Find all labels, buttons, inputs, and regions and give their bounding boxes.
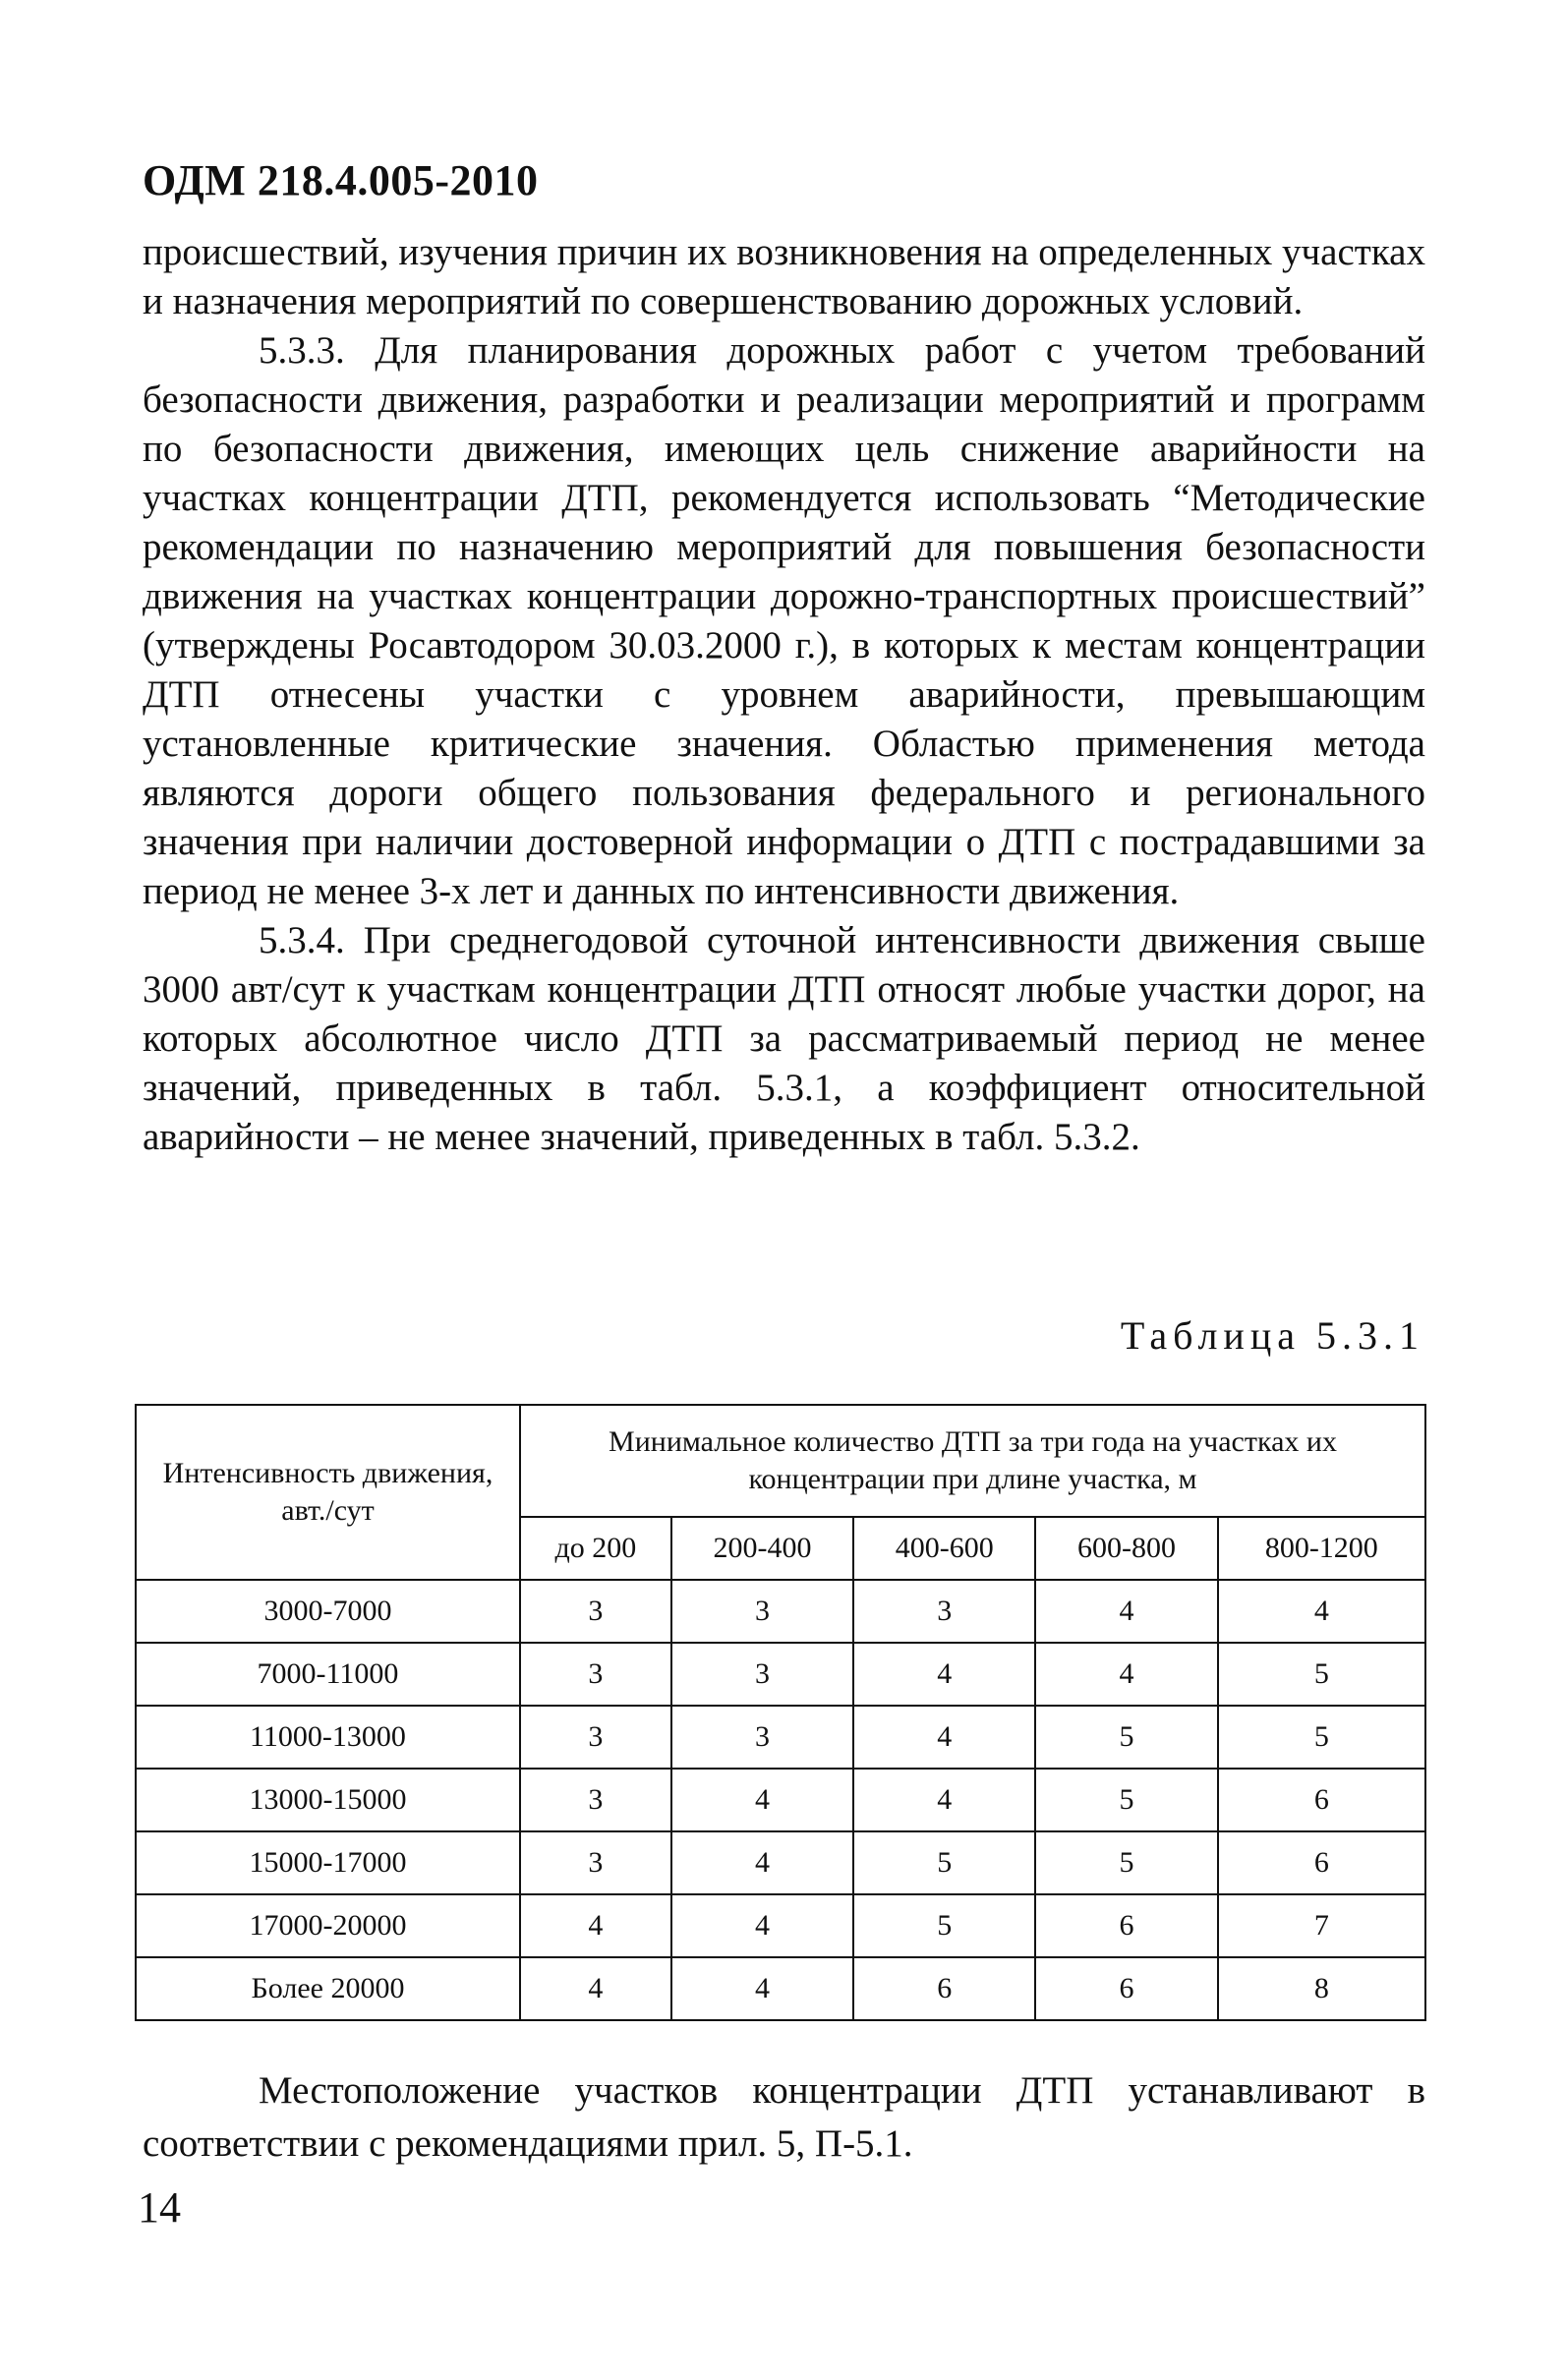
table-cell: 3 (671, 1643, 853, 1706)
row-label: 11000-13000 (136, 1706, 520, 1769)
table-cell: 4 (671, 1894, 853, 1957)
table-cell: 3 (671, 1706, 853, 1769)
table-cell: 4 (520, 1894, 671, 1957)
body-text (143, 228, 1425, 1162)
table-cell: 3 (853, 1580, 1035, 1643)
column-header: 400-600 (853, 1517, 1035, 1580)
column-header: 800-1200 (1218, 1517, 1425, 1580)
table-cell: 4 (1035, 1643, 1217, 1706)
row-label: 7000-11000 (136, 1643, 520, 1706)
paragraph-continuation: происшествий, изучения причин их возникновения на определенных участках и назначения мероприятий по совершенствованию дорожных условий. (143, 231, 1425, 322)
document-code-header: ОДМ 218.4.005-2010 (143, 156, 539, 204)
table-cell: 4 (1035, 1580, 1217, 1643)
table-cell: 6 (1218, 1769, 1425, 1831)
table-cell: 3 (520, 1769, 671, 1831)
paragraph-5-3-3: 5.3.3. Для планирования дорожных работ с учетом требований безопасности движения, разработки и реализации мероприятий и программ по безопасности движения, имеющих цель снижение аварийности на участках концентрации ДТП, рекомендуется использовать “Методические рекомендации по назначению мероприятий для повышения безопасности движения на участках концентрации дорожно-транспортных происшествий” (утверждены Росавтодором 30.03.2000 г.), в которых к местам концентрации ДТП отнесены участки с уровнем аварийности, превышающим установленные критические значения. Областью применения метода являются дороги общего пользования федерального и регионального значения при наличии достоверной информации о ДТП с пострадавшими за период не менее 3-х лет и данных по интенсивности движения. (143, 329, 1425, 912)
table-cell: 3 (671, 1580, 853, 1643)
table-row (136, 1831, 1425, 1894)
table-cell: 8 (1218, 1957, 1425, 2020)
row-label: Более 20000 (136, 1957, 520, 2020)
table-cell: 3 (520, 1643, 671, 1706)
table-row (136, 1957, 1425, 2020)
row-label: 3000-7000 (136, 1580, 520, 1643)
column-header: 200-400 (671, 1517, 853, 1580)
table-cell: 4 (853, 1643, 1035, 1706)
table-cell: 4 (1218, 1580, 1425, 1643)
column-header: 600-800 (1035, 1517, 1217, 1580)
table-cell: 6 (853, 1957, 1035, 2020)
table-cell: 5 (1035, 1706, 1217, 1769)
table-cell: 6 (1218, 1831, 1425, 1894)
table-cell: 6 (1035, 1957, 1217, 2020)
row-header-intensity: Интенсивность движения, авт./сут (136, 1405, 520, 1580)
table-cell: 5 (1035, 1831, 1217, 1894)
table-row (136, 1706, 1425, 1769)
table-cell: 4 (671, 1769, 853, 1831)
table-row (136, 1580, 1425, 1643)
table-cell: 4 (520, 1957, 671, 2020)
table-cell: 3 (520, 1706, 671, 1769)
accident-threshold-table (135, 1404, 1426, 2021)
table-cell: 4 (853, 1706, 1035, 1769)
table-cell: 3 (520, 1831, 671, 1894)
group-header-min-accidents: Минимальное количество ДТП за три года на участках их концентрации при длине участка, м (520, 1405, 1425, 1517)
row-label: 15000-17000 (136, 1831, 520, 1894)
table-cell: 5 (1218, 1706, 1425, 1769)
table-row (136, 1769, 1425, 1831)
table-cell: 4 (671, 1957, 853, 2020)
table-row (136, 1643, 1425, 1706)
paragraph-5-3-4: 5.3.4. При среднегодовой суточной интенсивности движения свыше 3000 авт/сут к участкам концентрации ДТП относят любые участки дорог, на которых абсолютное число ДТП за рассматриваемый период не менее значений, приведенных в табл. 5.3.1, а коэффициент относительной аварийности – не менее значений, приведенных в табл. 5.3.2. (143, 919, 1425, 1158)
table-cell: 5 (1218, 1643, 1425, 1706)
table-cell: 5 (1035, 1769, 1217, 1831)
closing-text (143, 2064, 1425, 2171)
table-caption: Таблица 5.3.1 (1120, 1313, 1424, 1358)
column-header: до 200 (520, 1517, 671, 1580)
page-number: 14 (138, 2183, 181, 2232)
row-label: 13000-15000 (136, 1769, 520, 1831)
table-cell: 4 (671, 1831, 853, 1894)
table-cell: 5 (853, 1894, 1035, 1957)
paragraph-location: Местоположение участков концентрации ДТП устанавливают в соответствии с рекомендациями прил. 5, П-5.1. (143, 2069, 1425, 2165)
table-cell: 6 (1035, 1894, 1217, 1957)
table-cell: 4 (853, 1769, 1035, 1831)
row-label: 17000-20000 (136, 1894, 520, 1957)
table-cell: 5 (853, 1831, 1035, 1894)
table-row (136, 1894, 1425, 1957)
table-cell: 7 (1218, 1894, 1425, 1957)
table-cell: 3 (520, 1580, 671, 1643)
